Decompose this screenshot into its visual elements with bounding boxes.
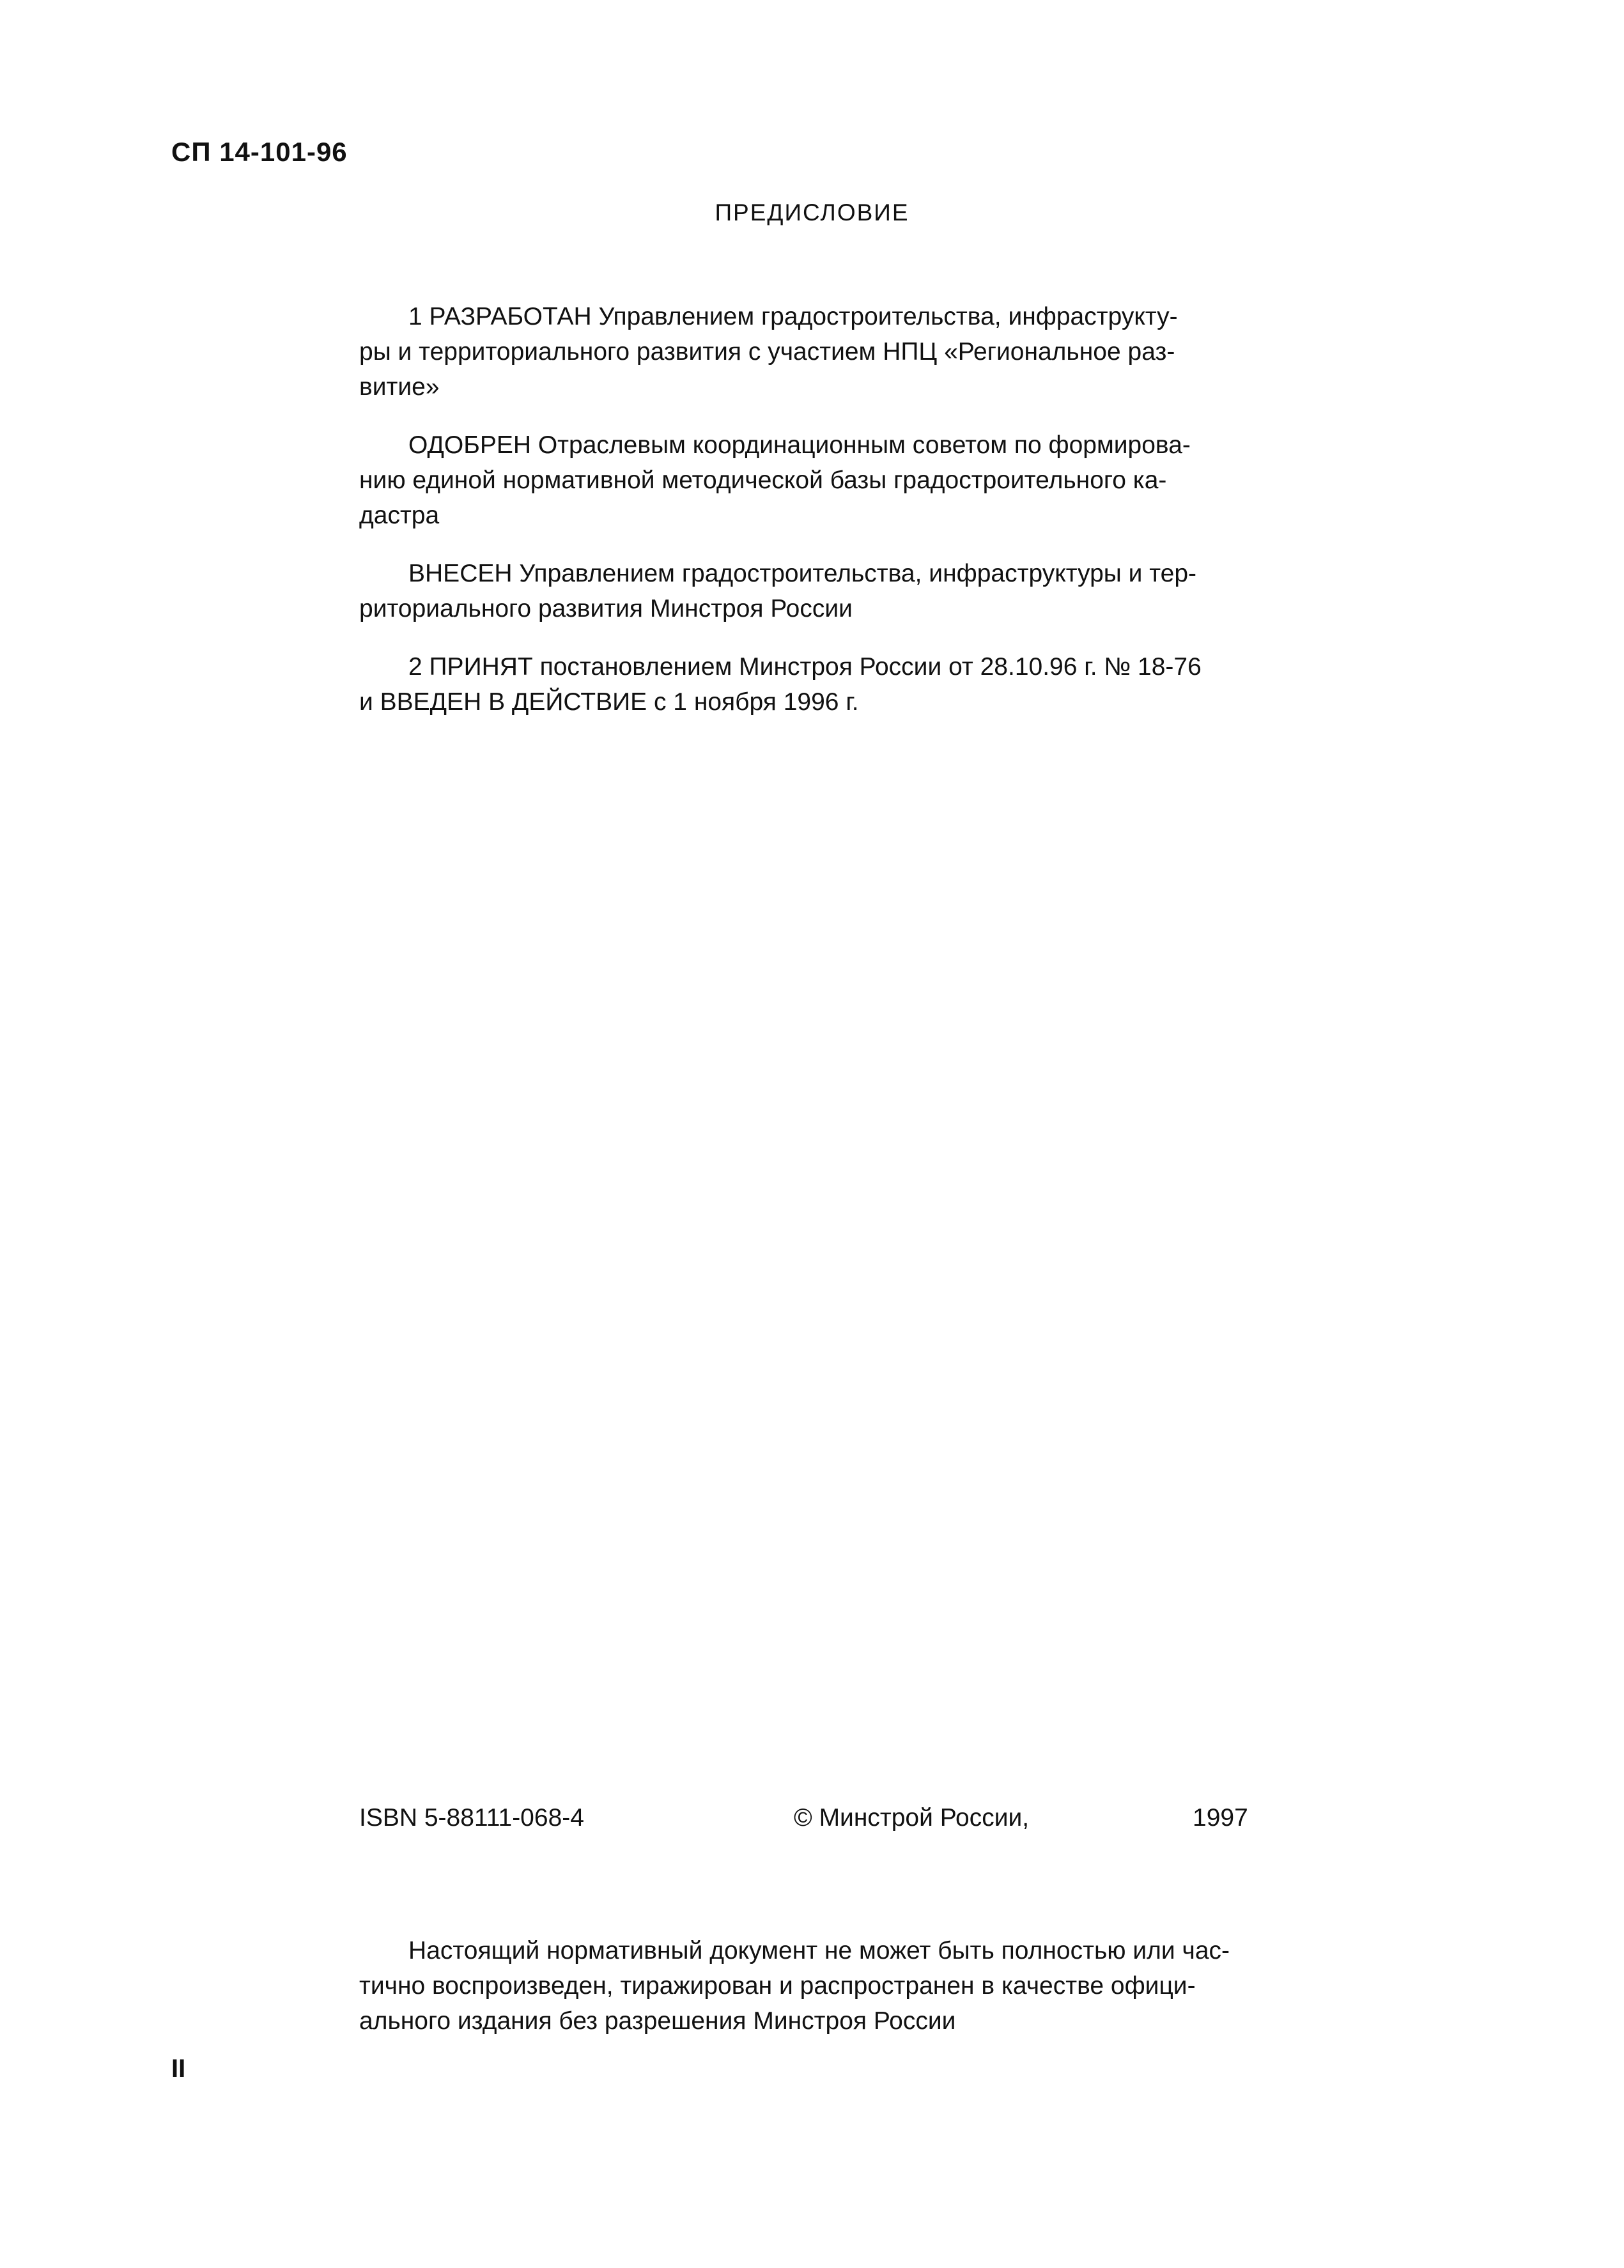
text-line: ры и территориального развития с участием НПЦ «Региональное раз- xyxy=(359,338,1175,366)
text-line: ОДОБРЕН Отраслевым координационным советом по формирова- xyxy=(408,431,1191,459)
text-line: тично воспроизведен, тиражирован и распространен в качестве офици- xyxy=(359,1972,1196,2000)
publication-year: 1997 xyxy=(1193,1804,1248,1832)
paragraph-developed xyxy=(359,299,1254,405)
text-line: Настоящий нормативный документ не может быть полностью или час- xyxy=(408,1937,1230,1964)
text-line: нию единой нормативной методической базы градостроительного ка- xyxy=(359,467,1167,494)
reproduction-notice xyxy=(359,1933,1254,2039)
text-line: ВНЕСЕН Управлением градостроительства, инфраструктуры и тер- xyxy=(408,560,1197,587)
text-line: дастра xyxy=(359,502,440,529)
paragraph-approved xyxy=(359,428,1254,533)
text-line: 2 ПРИНЯТ постановлением Минстроя России от 28.10.96 г. № 18-76 xyxy=(408,653,1202,681)
text-line: риториального развития Минстроя России xyxy=(359,595,853,622)
preface-body xyxy=(359,299,1254,743)
text-line: и ВВЕДЕН В ДЕЙСТВИЕ с 1 ноября 1996 г. xyxy=(359,688,859,716)
copyright: © Минстрой России, xyxy=(794,1804,1030,1832)
page-title: ПРЕДИСЛОВИЕ xyxy=(715,199,909,226)
paragraph-submitted xyxy=(359,556,1254,626)
document-code: СП 14-101-96 xyxy=(171,137,348,167)
isbn: ISBN 5-88111-068-4 xyxy=(359,1804,584,1832)
text-line: 1 РАЗРАБОТАН Управлением градостроительства, инфраструкту- xyxy=(408,303,1178,330)
text-line: витие» xyxy=(359,373,440,401)
page-number: II xyxy=(171,2055,186,2083)
text-line: ального издания без разрешения Минстроя России xyxy=(359,2007,956,2035)
paragraph-adopted xyxy=(359,649,1254,720)
